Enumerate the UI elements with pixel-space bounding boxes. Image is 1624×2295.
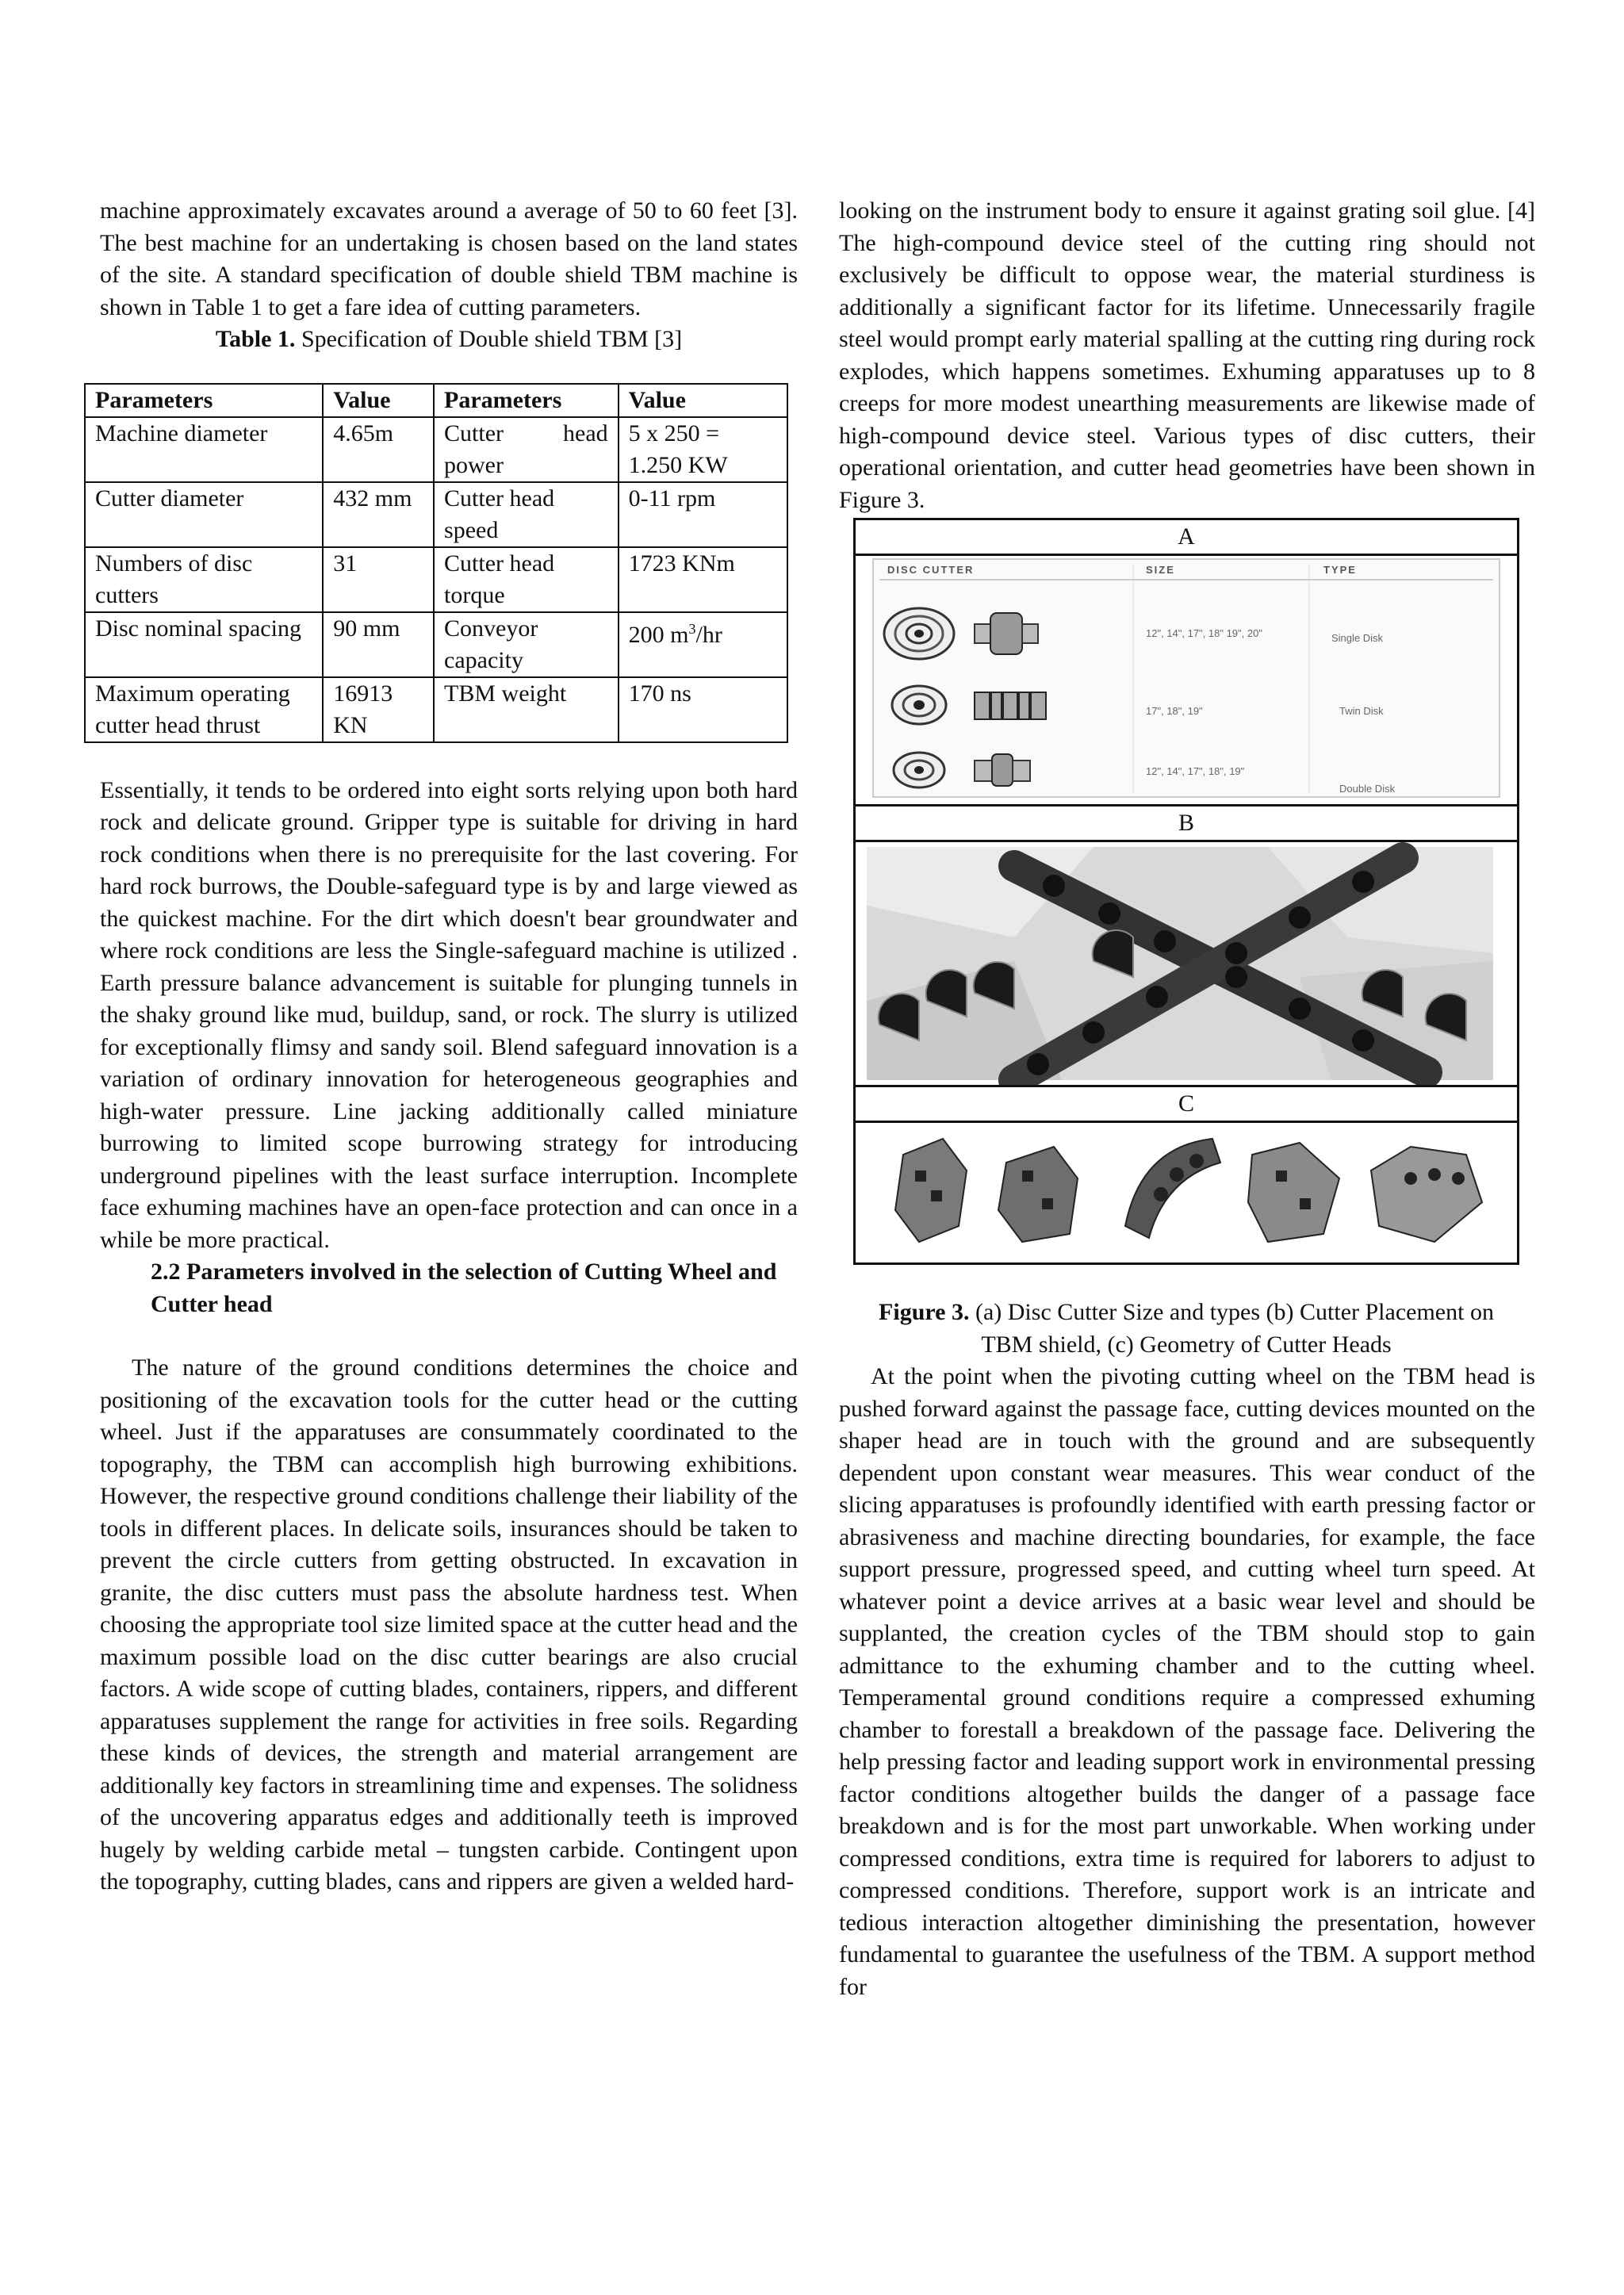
figure-caption-label: Figure 3. <box>879 1299 970 1325</box>
spec-table-cell: Maximum operating cutter head thrust <box>85 677 323 742</box>
left-paragraph-2: Essentially, it tends to be ordered into eight sorts relying upon both hard rock and delicate ground. Gripper type is suitable for driving in hard rock conditions when there is no prerequisite for the last covering. For hard rock burrows, the Double-safeguard type is by and large viewed as the quickest machine. For the dirt which doesn't bear groundwater and where rock conditions are less the Single-safeguard machine is utilized . Earth pressure balance advancement is suitable for plunging tunnels in the shaky ground like mud, buildup, sand, or rock. The slurry is utilized for exceptionally flimsy and sandy soil. Blend safeguard innovation is a variation of ordinary innovation for heterogeneous geographies and high-water pressure. Line jacking additionally called miniature burrowing to limited scope burrowing strategy for introducing underground pipelines with the least surface interruption. Incomplete face exhuming machines have an open-face protection and can once in a while be more practical. <box>100 776 798 1253</box>
twin-disk-size: 17", 18", 19" <box>1146 705 1203 717</box>
spec-table-row <box>85 677 787 742</box>
spec-table-cell: 16913 KN <box>323 677 434 742</box>
spec-table <box>84 383 788 743</box>
spec-table-row <box>85 482 787 547</box>
spec-table-cell: 170 ns <box>619 677 787 742</box>
spec-table-cell: Machine diameter <box>85 417 323 482</box>
disc-cutter-table-graphic <box>856 556 1517 804</box>
spec-table-cell: 5 x 250 = 1.250 KW <box>619 417 787 482</box>
spec-table-cell: Conveyor capacity <box>434 612 619 677</box>
panel-b-cutter-placement <box>853 842 1519 1085</box>
single-disk-type: Single Disk <box>1331 632 1384 644</box>
spec-table-cell: 0-11 rpm <box>619 482 787 547</box>
spec-table-cell: 4.65m <box>323 417 434 482</box>
figure-caption <box>853 1297 1519 1361</box>
spec-table-row <box>85 417 787 482</box>
spec-table-header: Value <box>619 384 787 417</box>
spec-table-cell: Cutter diameter <box>85 482 323 547</box>
right-column <box>839 195 1535 2003</box>
twin-disk-type: Twin Disk <box>1339 705 1384 717</box>
double-disk-size: 12", 14", 17", 18", 19" <box>1146 765 1245 777</box>
spec-table-cell: 432 mm <box>323 482 434 547</box>
spec-table-cell: Cutter head torque <box>434 547 619 612</box>
left-column <box>95 195 798 1898</box>
cutter-header-disc: DISC CUTTER <box>887 564 975 576</box>
double-disk-type: Double Disk <box>1339 783 1396 795</box>
right-paragraph-2: At the point when the pivoting cutting wheel on the TBM head is pushed forward against the passage face, cutting devices mounted on the shaper head are in touch with the ground and are subsequently dependent upon constant wear measures. This wear conduct of the slicing apparatuses is profoundly identified with earth pressing factor or abrasiveness and machine directing boundaries, for example, the face support pressure, progressed speed, and cutting wheel turn speed. At whatever point a device arrives at a basic wear level and should be supplanted, the creation cycles of the TBM should stop to gain admittance to the exhuming chamber and to the cutting wheel. Temperamental ground conditions require a compressed exhuming chamber to forestall a breakdown of the passage face. Delivering the help pressing factor and leading support work in environmental pressing factor conditions altogether builds the danger of a passage face breakdown and is for the most part unworkable. When working under compressed conditions, extra time is required for laborers to adjust to compressed conditions. Therefore, support work is an intricate and tedious interaction altogether diminishing the presentation, however fundamental to guarantee the usefulness of the TBM. A support method for <box>839 1363 1535 2000</box>
single-disk-size: 12", 14", 17", 18" 19", 20" <box>1146 627 1262 639</box>
table-caption <box>100 324 798 356</box>
panel-a-label: A <box>853 518 1519 556</box>
spec-table-header: Parameters <box>434 384 619 417</box>
cutter-heads-graphic <box>856 1123 1517 1262</box>
spec-table-cell: Disc nominal spacing <box>85 612 323 677</box>
table-caption-label: Table 1. <box>215 326 296 352</box>
figure-caption-text: (a) Disc Cutter Size and types (b) Cutter Placement on TBM shield, (c) Geometry of Cutter Heads <box>969 1299 1494 1358</box>
spec-table-cell: 90 mm <box>323 612 434 677</box>
cutter-header-type: TYPE <box>1323 564 1357 576</box>
right-paragraph-1: looking on the instrument body to ensure it against grating soil glue. [4] The high-compound device steel of the cutting ring should not exclusively be difficult to oppose wear, the material sturdiness is additionally a significant factor for its lifetime. Unnecessarily fragile steel would prompt early material spalling at the cutting ring during rock explodes, which happens sometimes. Exhuming apparatuses up to 8 creeps for more modest unearthing measurements are likewise made of high-compound device steel. Various types of disc cutters, their operational orientation, and cutter head geometries have been shown in Figure 3. <box>839 197 1535 513</box>
section-heading: 2.2 Parameters involved in the selection of Cutting Wheel and Cutter head <box>151 1259 777 1317</box>
spec-table-row <box>85 612 787 677</box>
panel-b-label: B <box>853 804 1519 842</box>
panel-c-cutter-heads <box>853 1123 1519 1265</box>
spec-table-cell: 1723 KNm <box>619 547 787 612</box>
spec-table-cell: Cutter head speed <box>434 482 619 547</box>
panel-c-label: C <box>853 1085 1519 1123</box>
spec-table-header-row <box>85 384 787 417</box>
cutter-placement-graphic <box>856 842 1517 1085</box>
spec-table-cell: TBM weight <box>434 677 619 742</box>
spec-table-cell: 200 $m^3/hr$ <box>619 612 787 677</box>
spec-table-cell: Numbers of disc cutters <box>85 547 323 612</box>
cutter-header-size: SIZE <box>1146 564 1175 576</box>
spec-table-row <box>85 547 787 612</box>
table-caption-text: Specification of Double shield TBM [3] <box>295 326 683 352</box>
spec-table-cell: 31 <box>323 547 434 612</box>
left-paragraph-1: machine approximately excavates around a average of 50 to 60 feet [3]. The best machine for an undertaking is chosen based on the land states of the site. A standard specification of double shield TBM machine is shown in Table 1 to get a fare idea of cutting parameters. <box>100 197 798 320</box>
panel-a-disc-cutters <box>853 556 1519 804</box>
spec-table-header: Value <box>323 384 434 417</box>
figure-3 <box>853 518 1519 1361</box>
left-paragraph-3: The nature of the ground conditions determines the choice and positioning of the excavation tools for the cutter head or the cutting wheel. Just if the apparatuses are consummately coordinated to the topography, the TBM can accomplish high burrowing exhibitions. However, the respective ground conditions challenge their liability of the tools in different places. In delicate soils, insurances should be taken to prevent the circle cutters from getting obstructed. In excavation in granite, the disc cutters must pass the absolute hardness test. When choosing the appropriate tool size limited space at the cutter head and the maximum possible load on the disc cutter bearings are also crucial factors. A wide scope of cutting blades, containers, rippers, and different apparatuses supplement the range for activities in free soils. Regarding these kinds of devices, the strength and material arrangement are additionally key factors in streamlining time and expenses. The solidness of the uncovering apparatus edges and additionally teeth is improved hugely by welding carbide metal – tungsten carbide. Contingent upon the topography, cutting blades, cans and rippers are given a welded hard- <box>100 1354 798 1895</box>
spec-table-cell: Cutter head power <box>434 417 619 482</box>
spec-table-header: Parameters <box>85 384 323 417</box>
